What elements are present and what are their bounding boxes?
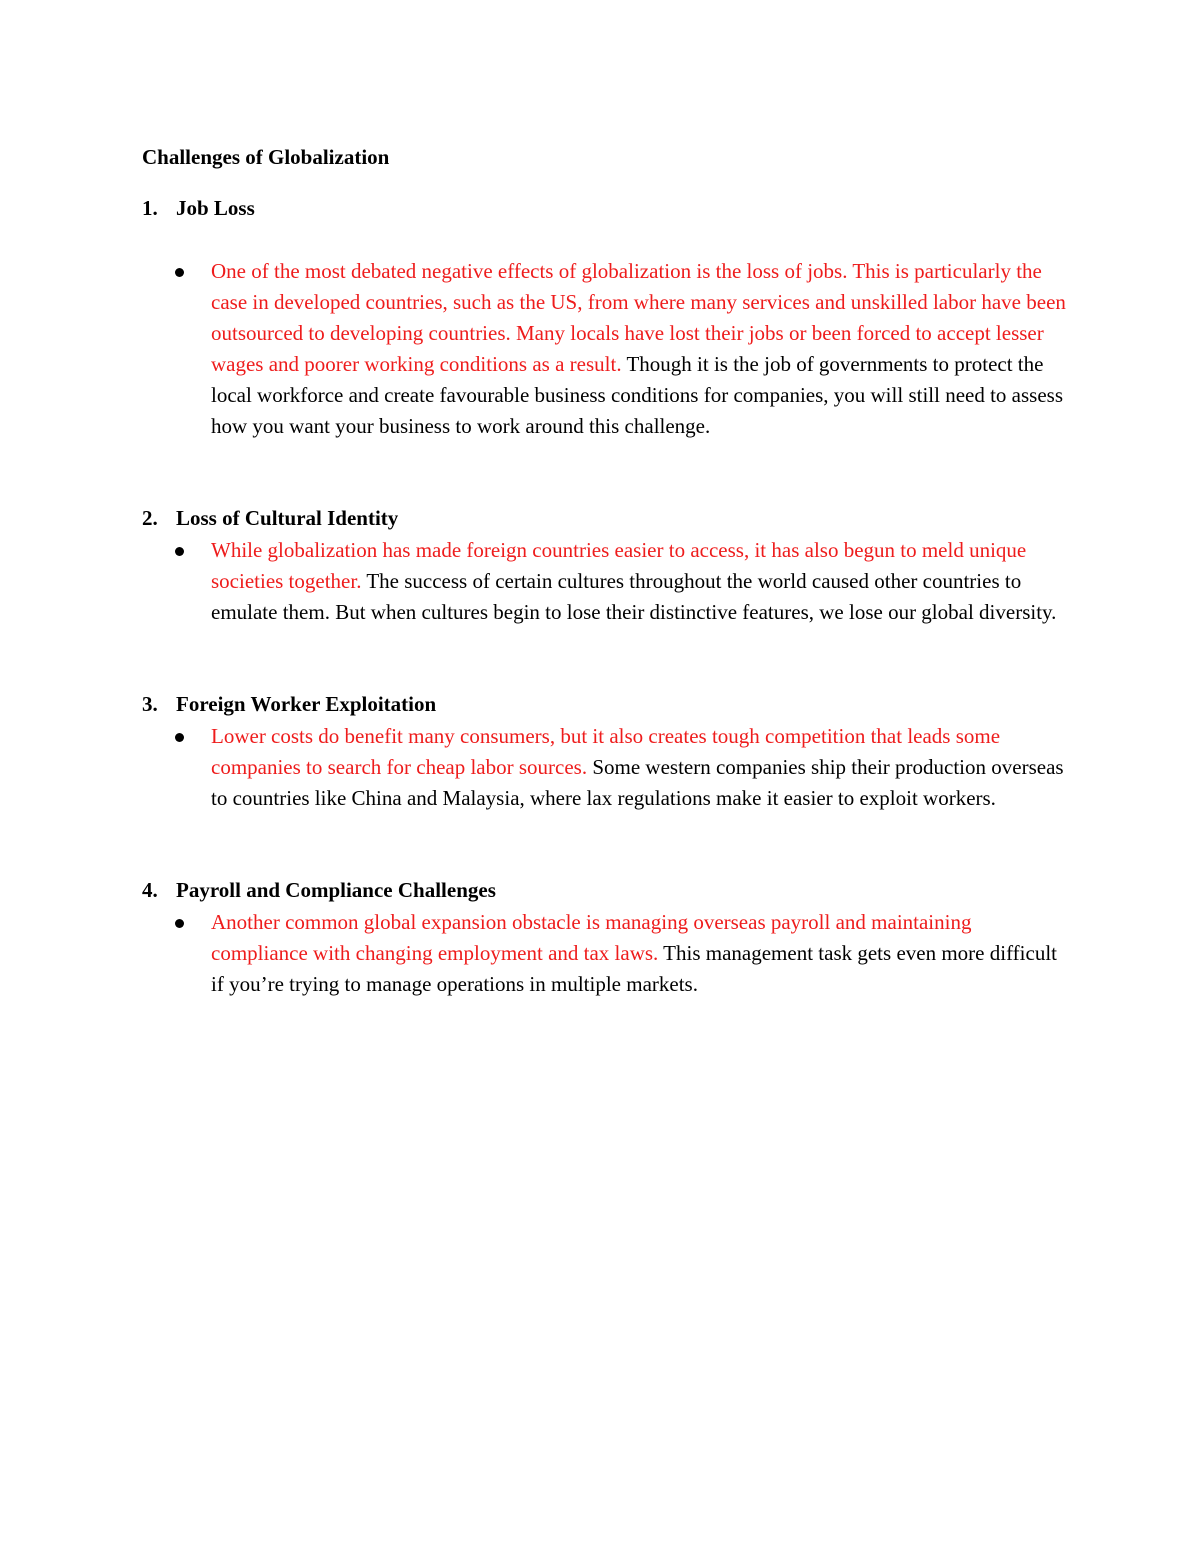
highlighted-text: Another common global expansion obstacle is managing overseas payroll and maintaining compliance with changing employment and tax laws. [211,910,972,965]
section-heading [142,194,1082,222]
list-item [142,256,1071,442]
section-title: Payroll and Compliance Challenges [176,878,496,902]
section-number: 3. [142,692,158,716]
section-heading [142,504,1082,532]
section-foreign-worker-exploitation [142,690,1082,814]
section-title: Foreign Worker Exploitation [176,692,437,716]
bullet-icon [175,268,184,277]
list-item [142,721,1071,814]
section-heading [142,690,1082,718]
body-text: This management task gets even more difficult if you’re trying to manage operations in multiple markets. [211,941,1057,996]
body-text: Though it is the job of governments to protect the local workforce and create favourable business conditions for companies, you will still need to assess how you want your business to work around this challenge. [211,352,1064,438]
section-heading [142,876,1082,904]
highlighted-text: While globalization has made foreign countries easier to access, it has also begun to meld unique societies together. [211,538,1027,593]
bullet-icon [175,733,184,742]
highlighted-text: Lower costs do benefit many consumers, but it also creates tough competition that leads some companies to search for cheap labor sources. [211,724,1001,779]
highlighted-text: One of the most debated negative effects of globalization is the loss of jobs. This is particularly the case in developed countries, such as the US, from where many services and unskilled labor have been outsourced to developing countries. Many locals have lost their jobs or been forced to accept lesser wages and poorer working conditions as a result. [211,259,1066,376]
body-text: The success of certain cultures throughout the world caused other countries to emulate them. But when cultures begin to lose their distinctive features, we lose our global diversity. [211,569,1057,624]
section-job-loss [142,194,1082,442]
section-title: Job Loss [176,196,255,220]
document-title: Challenges of Globalization [142,145,390,169]
list-item [142,907,1071,1000]
section-title: Loss of Cultural Identity [176,506,399,530]
section-loss-of-cultural-identity [142,504,1082,628]
section-number: 4. [142,878,158,902]
body-text: Some western companies ship their production overseas to countries like China and Malaysia, where lax regulations make it easier to exploit workers. [211,755,1064,810]
section-payroll-and-compliance [142,876,1082,1000]
list-item [142,535,1071,628]
section-number: 1. [142,196,158,220]
bullet-icon [175,547,184,556]
bullet-icon [175,919,184,928]
section-number: 2. [142,506,158,530]
